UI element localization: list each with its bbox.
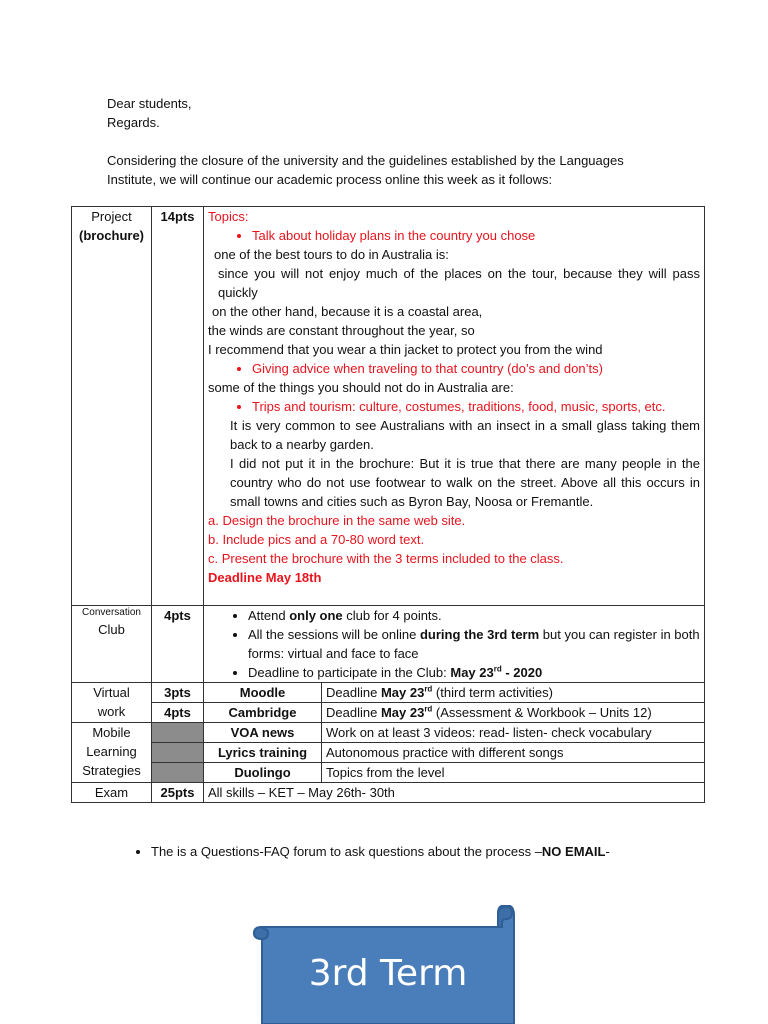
topic-3: • Trips and tourism: culture, costumes, traditions, food, music, sports, etc.	[252, 397, 700, 416]
project-name-line2: (brochure)	[79, 228, 144, 243]
virtual-row-1	[72, 683, 705, 703]
term-banner	[250, 905, 520, 1024]
voa-platform: VOA news	[204, 723, 322, 743]
faq-note	[129, 842, 729, 861]
duolingo-platform: Duolingo	[204, 763, 322, 783]
mobile-row-1	[72, 723, 705, 743]
step-a: a. Design the brochure in the same web site.	[208, 513, 466, 528]
duolingo-desc: Topics from the level	[322, 763, 705, 783]
club-bullet-3: • Deadline to participate in the Club: May 23rd - 2020	[248, 663, 700, 682]
project-name-line1: Project	[91, 209, 132, 224]
lyrics-platform: Lyrics training	[204, 743, 322, 763]
exam-name: Exam	[72, 783, 152, 803]
cambridge-platform: Cambridge	[204, 703, 322, 723]
project-row	[72, 207, 705, 606]
topic-1-line-5: I recommend that you wear a thin jacket to protect you from the wind	[208, 342, 603, 357]
topic-2-line-1: some of the things you should not do in Australia are:	[208, 380, 514, 395]
exam-desc: All skills – KET – May 26th- 30th	[204, 783, 705, 803]
virtual-row-2	[72, 703, 705, 723]
club-name-small: Conversation	[82, 607, 141, 618]
faq-bullet: • The is a Questions-FAQ forum to ask questions about the process –NO EMAIL-	[151, 842, 729, 861]
topic-2: • Giving advice when traveling to that country (do’s and don’ts)	[252, 359, 700, 378]
voa-desc: Work on at least 3 videos: read- listen- check vocabulary	[322, 723, 705, 743]
project-name-cell	[72, 207, 152, 606]
club-details	[204, 606, 705, 683]
moodle-deadline: Deadline May 23rd (third term activities)	[322, 683, 705, 703]
virtual-name-line1: Virtual	[93, 685, 130, 700]
club-name: Club	[98, 622, 125, 637]
virtual-name-cell	[72, 683, 152, 723]
topic-1-line-1: one of the best tours to do in Australia is:	[214, 247, 449, 262]
cambridge-points: 4pts	[152, 703, 204, 723]
topic-1: • Talk about holiday plans in the country you chose	[252, 226, 700, 245]
topic-3-paragraph-2: I did not put it in the brochure: But it is true that there are many people in the country who do not use footwear to walk on the street. Above all this occurs in small towns and cities such as Byron Bay, Noosa or Fremantle.	[230, 456, 700, 509]
mobile-row-2	[72, 743, 705, 763]
cambridge-deadline: Deadline May 23rd (Assessment & Workbook – Units 12)	[322, 703, 705, 723]
project-points: 14pts	[152, 207, 204, 606]
intro-line-2: Institute, we will continue our academic process online this week as it follows:	[107, 172, 553, 187]
intro-line-1: Considering the closure of the university and the guidelines established by the Languages	[107, 153, 624, 168]
banner-title: 3rd Term	[308, 953, 468, 994]
exam-row	[72, 783, 705, 803]
project-details	[204, 207, 705, 606]
club-bullet-1: • Attend only one club for 4 points.	[248, 606, 700, 625]
topic-1-line-3: on the other hand, because it is a coastal area,	[212, 304, 483, 319]
intro-letter	[107, 94, 707, 189]
step-c: c. Present the brochure with the 3 terms included to the class.	[208, 551, 564, 566]
activities-table	[71, 206, 705, 803]
moodle-points: 3pts	[152, 683, 204, 703]
moodle-platform: Moodle	[204, 683, 322, 703]
mobile-name-line1: Mobile	[92, 725, 131, 740]
club-row	[72, 606, 705, 683]
greeting: Dear students,	[107, 96, 192, 111]
lyrics-desc: Autonomous practice with different songs	[322, 743, 705, 763]
grey-cell	[152, 723, 204, 743]
project-deadline: Deadline May 18th	[208, 570, 322, 585]
mobile-row-3	[72, 763, 705, 783]
club-points: 4pts	[152, 606, 204, 683]
topic-1-line-2: since you will not enjoy much of the places on the tour, because they will pass quickly	[218, 266, 700, 300]
virtual-name-line2: work	[97, 704, 126, 719]
regards: Regards.	[107, 115, 160, 130]
topic-3-paragraph-1: It is very common to see Australians with an insect in a small glass taking them back to a nearby garden.	[230, 418, 700, 452]
mobile-name-cell	[72, 723, 152, 783]
club-name-cell	[72, 606, 152, 683]
topics-heading: Topics:	[208, 209, 249, 224]
club-bullet-2: • All the sessions will be online during the 3rd term but you can register in both forms: virtual and face to face	[248, 625, 700, 663]
mobile-name-line2: Learning	[86, 744, 137, 759]
grey-cell	[152, 743, 204, 763]
grey-cell	[152, 763, 204, 783]
topic-1-line-4: the winds are constant throughout the year, so	[208, 323, 475, 338]
exam-points: 25pts	[152, 783, 204, 803]
step-b: b. Include pics and a 70-80 word text.	[208, 532, 425, 547]
mobile-name-line3: Strategies	[82, 763, 141, 778]
